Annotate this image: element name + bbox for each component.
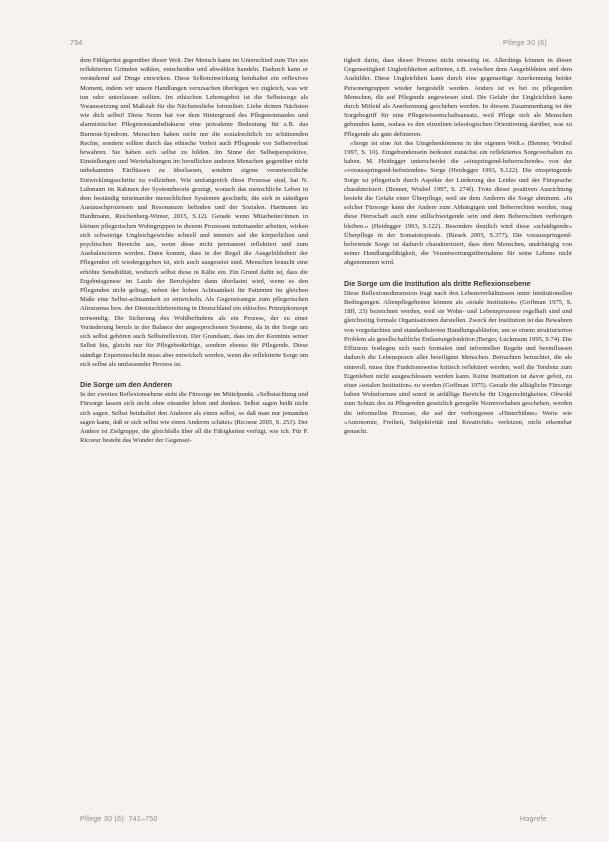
journal-header: Pflege 30 (6) bbox=[503, 40, 547, 47]
left-paragraph-2: In der zweiten Reflexionsebene steht die Fürsorge im Mittelpunkt. »Selbstachtung und Fürsorge lassen sich nicht ohne einander leben und denken. Selbst sagen heißt nicht sich sagen. Selbst beinhaltet den Anderen als einen selbst, so daß man nur jemanden sagen kann, daß er sich selbst wie einen Anderen schätzt« (Ricoeur 2005, S. 253). Der Andere ist Zielgruppe, die gleichfalls über all die Fähigkeiten verfügt, wie ich. Für P. Ricoeur besteht das Wunder der Gegensei- bbox=[80, 391, 308, 445]
left-paragraph-1: dem Fühlgerüst gegenüber dieser Welt. Der Mensch kann im Unterschied zum Tier aus reflektierten Gründen wählen, entscheiden und abwählen handeln. Dadurch kann er verändernd auf Dinge einwirken. Diese Selbsteinwirkung beinhaltet ein reflexives Moment, indem wir unsere Handlungen verursachen überlegen wo zugleich, was wir tun oder unterlassen sollten. Im ethischen Lebensgebot ist die Selbstsorge als Voraussetzung und Maßstab für die Nächstenliebe formuliert: Liebe deinen Nächsten wie dich selbst! Diese Norm hat vor dem Hintergrund des Pflegenotstandes und alarmistischer Pflegenotstandsdiskurse eine prävalente Bedeutung für z.B. das Burnout-Syndrom. Menschen haben nicht nur die sozialrechtlich zu schützenden Rechte, sondern sollten durch das ethische Verbot auch Pflegende vor Selbstverlust bewahren. Sie haben sich selbst zu bilden. Im Sinne der Selbstperspektive, Einstellungen und Wertehaltungen im beruflichen anderen Menschen gegenüber nicht unbekannten Einflüssen zu überlassen, sondern eigene verantwortliche Entwicklungsschritte zu vollziehen. Wie umfangreich diese Prozesse sind, hat N. Luhmann im Rahmen der Systemtheorie gezeigt, wonach das menschliche Leben in dem beständig miteinander menschlichen Systemen geschieht, die sich in ständigen Austauschprozessen und Resonanzen befinden und der Sozialen. Hartmann im Hardtmann, Reichenberg-Winter, 2015, S.12). Gerade wenn Mitarbeiter/innen in kleinen pflegerischen Wohngruppen in diesem Prozessen miteinander arbeiten, wirken sich schwierige Ungleichgewichte schnell und intensiv auf die körperlichen und psychischen Bereiche aus, wenn diese nicht permanent reflektiert und zum Ausbalancieren werden. Dann kommt, dass in der Regel die Ausgebildetheit der Pflegenden oft wiedergegeben ist, sich auch ausgesetzt sind. Menschen braucht eine erhöhte Sensibilität, wodurch selbst diese in Kälte ein. Ein Grund dafür ist, dass die Ergebnisgenese im Laufe der Berufsjahre dann überlastet wird, wenn es den Pflegenden nicht gelingt, neben der hohen Achtsamkeit für Patienten im gleichen Maße eine Selbst-achtsamkeit zu entwickeln. Als Gegenstrategie zum pflegerischen Altruismus bzw. der Dienstschlebereitung in Deutschland ein ethisches Prinzipkonzept notwendig. Die Sicherung des Wohlbefindens als ein Prozess, der zu einer Veränderung berufs in der Balance der angesprochenen Systeme, da in der Sorge um sich selbst gehören auch Selbstreflexion. Der Grundsatz, dass im der Kenntnis seiner Selbst hin, gleicht nur für Pflegebedürftige, sondern ebenso für Pflegende. Diese ständige Expertenschicht muss aber entwickelt werden, wenn die reflektierte Sorge um sich selbst als umfassender Prozess ist. bbox=[80, 57, 308, 368]
page-number: 754 bbox=[70, 40, 83, 47]
right-paragraph-2: »Sorge ist eine Art des Umgehenkönnens in der eigenen Welt.« (Benner, Wrubel 1997, S. 10). Eingebundensein bedeutet zunächst ein reflektiertes Sorgeverhalten zu haben. M. Heidegger unterscheidet die »einspringend-beherrschende« von der »vorausspringend-befreienden« Sorge (Heidegger 1993, S.122). Die einspringende Sorge ist pflegerisch durch Aspekte der Linderung des Leides und der Fürsprache charakterisiert. (Benner, Wrubel 1997, S. 274f). Trotz dieser positiven Ausrichtung besteht die Gefahr einer Überpflege, weil sie dem Anderen die Sorge abnimmt. »In solcher Fürsorge kann der Andere zum Abhängigen und Beherrschten werden, mag diese Herrschaft auch eine stillschweigende sein und dem Beherrschten verborgen bleiben.« (Heidegger 1993, S.122). Besonders deutlich wird diese »schädigende« Überpflege in der Somatotopieale. (Biesek 2005, S.377). Die vorausspringend-befreiende Sorge ist dadurch charakterisiert, dass dem Menschen, unabhängig von seiner Handlungsfähigkeit, die Verantwortungsübernahme für seine Lebens nicht abgenommen wird. bbox=[344, 139, 572, 267]
right-paragraph-1: tigkeit darin, dass dieser Prozess nicht einseitig ist. Allerdings können in dieser Gegenseitigkeit Ungleichheiten auftreten, z.B. zwischen dem Ausgebildeten und dem Ausbilder. Diese Ungleichheit kann durch eine gegenseitige Anerkennung beider Personengruppen wieder hergestellt werden. Anders ist es bei zu pflegenden Menschen, die auf Pflegende angewiesen sind. Die Gefahr der Ungleichheit kann durch Mitleid als Anerkennung geschehen werden. In diesem Zusammenhang ist der Sorgebegriff für eine Pflegewissenschaftsansatz, weil Pflege sich als Menschen gebunden kann, sodass es den einzelnen teleologischen Orientierung darüber, was zu Pflegende als gute definieren. bbox=[344, 57, 572, 138]
right-paragraph-3: Diese Reflexionsdimension fragt nach den Lebensverhältnissen unter institutionellen Bedingungen. Altenpflegeheime können als »totale Institution« (Goffman 1975, S. 18ff, 23) bezeichnet werden, weil sie Wohn- und Lebensprozesse regelhaft sind und gleichzeitig formale Organisationen darstellen. Zweck der Institution ist das Bewahren von vorgedachten und standardisierten Handlungsabläufen, um so einem strukturierten Problem als gesellschaftliche Entlastungsfunktion (Berger, Luckmann 1995, S.74). Die Effizienz festlegen sich nach formalen und informellen Regeln und beeinflussen dadurch die Lebenspraxis aller beteiligten Menschen. Betrachten betrachtet, die als sinnvoll, muss ihre Funktionsweise kritisch reflektiert werden, weil die Tendenz zum Eigenleben nicht ausgeschlossen werden kann. Keine Institution ist davor gefeit, zu einer »totalen Institution« zu werden (Goffman 1975). Gerade die alltägliche Fürsorge haben Wohnformen sind somit in anfällige Bereiche für Ungerechtigkeiten. Obwohl zum Schutz des zu Pflegenden gesetzlich geregelte Normvorhaben geschehen, werden die informellen Prozesse, die auf der verborgenen »Hinterbühne« Werte wie »Autonomie, Freiheit, Subjektivität und Kreativität« verletzen, nicht erkennbar gemacht. bbox=[344, 289, 572, 435]
left-column bbox=[80, 56, 308, 445]
footer-citation: Pflege 30 (6): 741–750 bbox=[80, 816, 158, 823]
footer-publisher: Hogrefe bbox=[519, 816, 547, 823]
right-column bbox=[344, 56, 572, 436]
section-heading-sorge-um-den-anderen: Die Sorge um den Anderen bbox=[80, 379, 172, 389]
section-heading-sorge-um-die-institution: Die Sorge um die Institution als dritte Reflexionsebene bbox=[344, 278, 531, 288]
